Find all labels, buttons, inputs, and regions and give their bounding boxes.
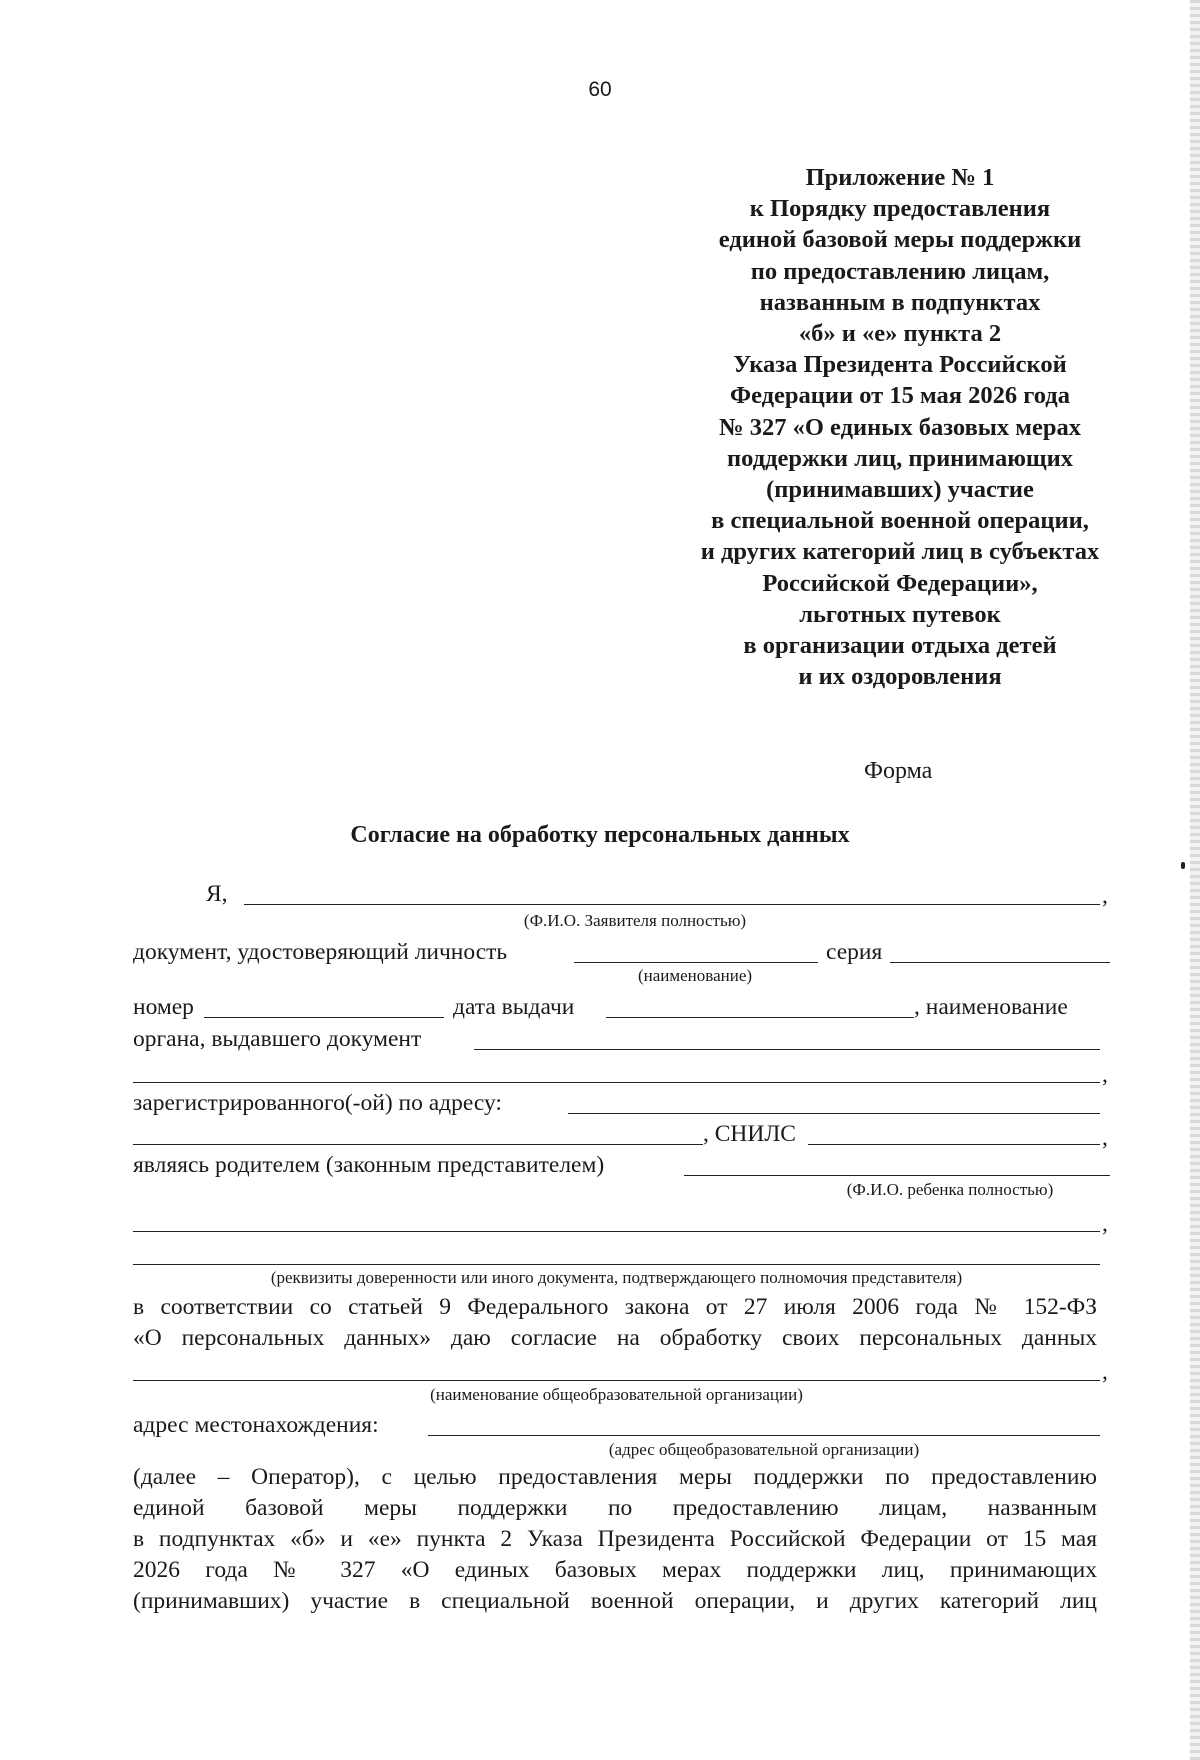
comma: ,: [1102, 1211, 1108, 1237]
appendix-line: «б» и «е» пункта 2: [798, 320, 1002, 348]
issuer-field-continuation[interactable]: [133, 1082, 1100, 1083]
comma: ,: [1102, 1125, 1108, 1151]
parent-label: являясь родителем (законным представителем): [133, 1152, 605, 1178]
issuer-field[interactable]: [474, 1049, 1100, 1050]
appendix-line: льготных путевок: [799, 600, 1001, 628]
doc-caption: (наименование): [637, 966, 753, 985]
child-caption: (Ф.И.О. ребенка полностью): [846, 1180, 1054, 1199]
document-title: Согласие на обработку персональных данных: [350, 822, 850, 848]
i-label: Я,: [206, 881, 228, 907]
series-label: серия: [826, 939, 883, 965]
purpose-line: в подпунктах «б» и «е» пункта 2 Указа Президента Российской Федерации от 15 мая: [133, 1526, 1097, 1552]
appendix-line: и других категорий лиц в субъектах: [700, 538, 1100, 566]
proxy-details-continuation[interactable]: [133, 1264, 1100, 1265]
naming-label: , наименование: [914, 994, 1068, 1020]
org-caption: (наименование общеобразовательной организации): [430, 1385, 803, 1404]
registration-address-field[interactable]: [568, 1113, 1100, 1114]
appendix-line: Указа Президента Российской: [733, 351, 1067, 379]
issuer-label: органа, выдавшего документ: [133, 1026, 422, 1052]
proxy-details-field[interactable]: [133, 1231, 1100, 1232]
law-line: «О персональных данных» даю согласие на обработку своих персональных данных: [133, 1325, 1097, 1351]
appendix-header: [660, 162, 1140, 692]
proxy-caption: (реквизиты доверенности или иного документа, подтверждающего полномочия представителя): [270, 1268, 963, 1287]
snils-label: , СНИЛС: [703, 1121, 796, 1147]
purpose-line: (принимавших) участие в специальной военной операции, и других категорий лиц: [133, 1588, 1097, 1614]
appendix-line: в организации отдыха детей: [743, 632, 1057, 660]
form-label: Форма: [864, 758, 933, 784]
appendix-line: Федерации от 15 мая 2026 года: [730, 382, 1070, 410]
series-field[interactable]: [890, 962, 1110, 963]
appendix-line: (принимавших) участие: [766, 476, 1034, 504]
purpose-paragraph: [133, 1462, 1097, 1617]
address-label: адрес местонахождения:: [133, 1412, 379, 1438]
law-line: в соответствии со статьей 9 Федерального закона от 27 июля 2006 года № 152-ФЗ: [133, 1294, 1097, 1320]
appendix-line: к Порядку предоставления: [749, 195, 1051, 223]
appendix-line: в специальной военной операции,: [711, 507, 1089, 535]
snils-field[interactable]: [808, 1144, 1100, 1145]
purpose-line: 2026 года № 327 «О единых базовых мерах поддержки лиц, принимающих: [133, 1557, 1097, 1583]
purpose-line: единой базовой меры поддержки по предоставлению лицам, названным: [133, 1495, 1097, 1521]
applicant-name-field[interactable]: [244, 904, 1100, 905]
number-field[interactable]: [204, 1017, 444, 1018]
scan-speck: [1181, 862, 1185, 869]
doc-label: документ, удостоверяющий личность: [133, 939, 508, 965]
law-paragraph: [133, 1292, 1097, 1354]
appendix-line: единой базовой меры поддержки: [718, 226, 1082, 254]
doc-name-field[interactable]: [574, 962, 818, 963]
address-caption: (адрес общеобразовательной организации): [608, 1440, 920, 1459]
fio-caption: (Ф.И.О. Заявителя полностью): [523, 911, 747, 930]
appendix-line: по предоставлению лицам,: [750, 257, 1050, 285]
appendix-line: № 327 «О единых базовых мерах: [719, 413, 1081, 441]
page-number: 60: [588, 78, 612, 101]
issue-date-label: дата выдачи: [453, 994, 575, 1020]
comma: ,: [1102, 1062, 1108, 1088]
appendix-line: Российской Федерации»,: [762, 569, 1038, 597]
appendix-line: поддержки лиц, принимающих: [727, 444, 1073, 472]
registration-address-continuation[interactable]: [133, 1144, 703, 1145]
number-label: номер: [133, 994, 194, 1020]
child-name-field[interactable]: [684, 1175, 1110, 1176]
comma: ,: [1102, 883, 1108, 909]
organization-name-field[interactable]: [133, 1380, 1100, 1381]
registered-label: зарегистрированного(-ой) по адресу:: [133, 1090, 502, 1116]
appendix-line: и их оздоровления: [798, 663, 1002, 691]
purpose-line: (далее – Оператор), с целью предоставления меры поддержки по предоставлению: [133, 1464, 1097, 1490]
appendix-line: Приложение № 1: [805, 164, 995, 191]
appendix-line: названным в подпунктах: [759, 288, 1041, 316]
organization-address-field[interactable]: [428, 1435, 1100, 1436]
comma: ,: [1102, 1359, 1108, 1385]
scan-edge: [1190, 0, 1200, 1760]
issue-date-field[interactable]: [606, 1017, 914, 1018]
